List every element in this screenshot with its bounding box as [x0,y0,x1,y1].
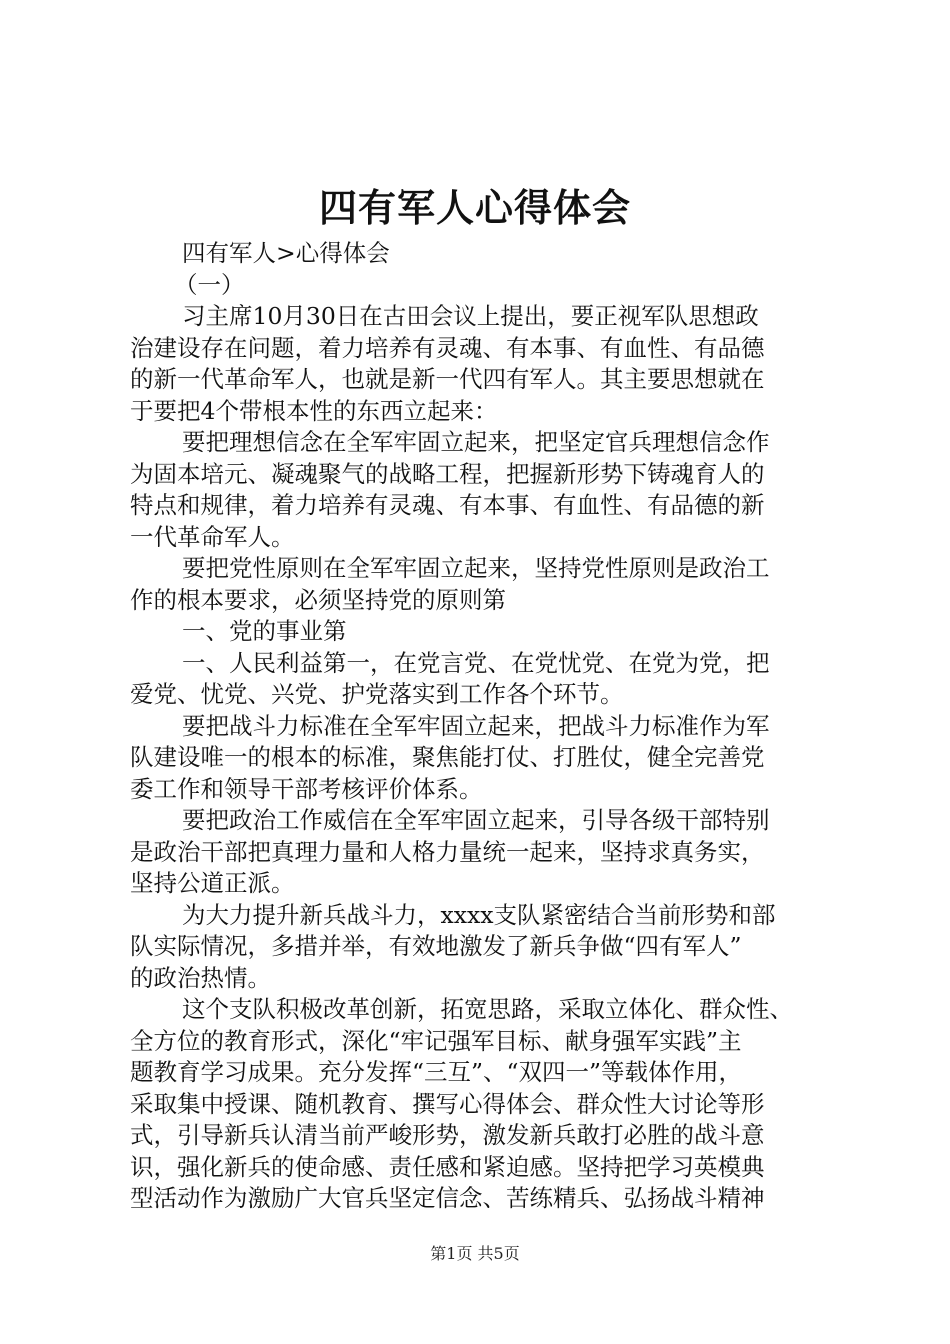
body-line: 一代革命军人。 [130,522,295,551]
body-line: 型活动作为激励广大官兵坚定信念、苦练精兵、弘扬战斗精神 [130,1184,765,1212]
body-line: 要把政治工作威信在全军牢固立起来，引导各级干部特别 [182,806,770,834]
body-line: 题教育学习成果。充分发挥“三互”、“双四一”等载体作用， [130,1058,743,1086]
body-line: 于要把4个带根本性的东西立起来： [130,396,498,425]
body-line: 一、党的事业第 [182,617,347,645]
body-line: 一、人民利益第一，在党言党、在党忧党、在党为党，把 [182,648,770,677]
body-line: 要把战斗力标准在全军牢固立起来，把战斗力标准作为军 [182,711,770,740]
body-line: 治建设存在问题，着力培养有灵魂、有本事、有血性、有品德 [130,333,765,362]
body-line: 爱党、忧党、兴党、护党落实到工作各个环节。 [130,680,624,708]
body-line: 式，引导新兵认清当前严峻形势，激发新兵敢打必胜的战斗意 [130,1121,765,1149]
page-footer: 第1页 共5页 [430,1244,520,1263]
body-line: 的政治热情。 [130,963,271,992]
body-line: 队建设唯一的根本的标准，聚焦能打仗、打胜仗，健全完善党 [130,743,765,771]
body-line: 委工作和领导干部考核评价体系。 [130,774,483,803]
body-line: 习主席10月30日在古田会议上提出，要正视军队思想政 [182,302,759,330]
body-line: 采取集中授课、随机教育、撰写心得体会、群众性大讨论等形 [130,1089,765,1118]
body-line: 识，强化新兵的使命感、责任感和紧迫感。坚持把学习英模典 [130,1152,765,1181]
body-line: 四有军人>心得体会 [182,239,390,267]
document-title: 四有军人心得体会 [318,185,631,230]
body-line: 这个支队积极改革创新，拓宽思路，采取立体化、群众性、 [182,995,793,1023]
body-line: 要把理想信念在全军牢固立起来，把坚定官兵理想信念作 [182,428,770,456]
body-line: 队实际情况，多措并举，有效地激发了新兵争做“四有军人” [130,932,742,960]
body-line: 特点和规律，着力培养有灵魂、有本事、有血性、有品德的新 [130,491,765,519]
body-line: 的新一代革命军人，也就是新一代四有军人。其主要思想就在 [130,365,765,393]
body-line: 坚持公道正派。 [130,869,295,897]
body-line: （一） [174,270,245,299]
body-line: 要把党性原则在全军牢固立起来，坚持党性原则是政治工 [182,554,770,582]
body-line: 为固本培元、凝魂聚气的战略工程，把握新形势下铸魂育人的 [130,459,765,488]
body-line: 为大力提升新兵战斗力，xxxx支队紧密结合当前形势和部 [182,900,776,929]
body-line: 是政治干部把真理力量和人格力量统一起来，坚持求真务实， [130,837,765,866]
body-line: 全方位的教育形式，深化“牢记强军目标、献身强军实践”主 [130,1026,742,1055]
body-line: 作的根本要求，必须坚持党的原则第 [130,585,506,614]
document-body [130,238,830,1215]
